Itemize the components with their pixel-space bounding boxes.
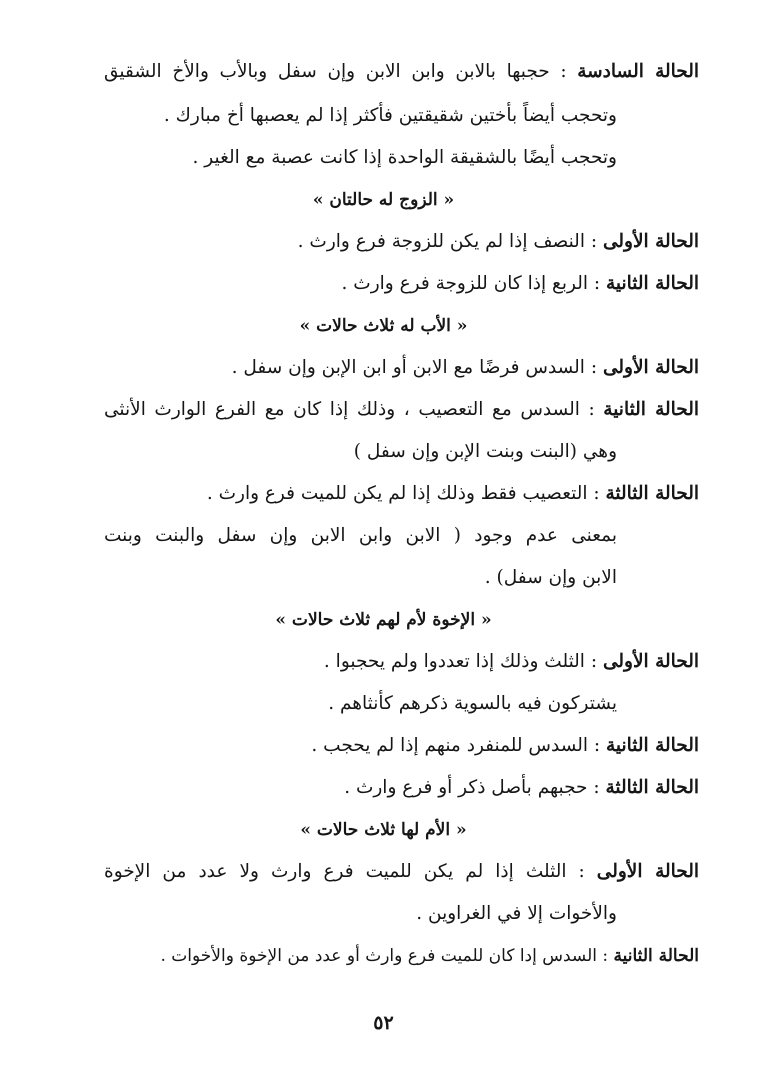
text-line: والأخوات إلا في الغراوين . (416, 903, 617, 924)
case-text: : التعصيب فقط وذلك إذا لم يكن للميت فرع وارث . (206, 483, 606, 504)
page-number: ٥٢ (373, 1012, 394, 1034)
text-line: الابن وإن سفل) . (484, 567, 617, 588)
case-text: : الربع إذا كان للزوجة فرع وارث . (341, 273, 606, 294)
text-line (342, 270, 699, 298)
case-label: الحالة الثالثة (605, 777, 699, 798)
section-heading: « الأم لها ثلاث حالات » (300, 820, 467, 840)
text-line (232, 354, 699, 382)
case-label: الحالة الأولى (602, 651, 699, 672)
case-label: الحالة الأولى (602, 231, 699, 252)
case-text: : النصف إذا لم يكن للزوجة فرع وارث . (297, 231, 603, 252)
text-line (104, 58, 699, 86)
text-line: وهي (البنت وبنت الإبن وإن سفل ) (353, 441, 617, 462)
case-label: الحالة الثانية (606, 273, 699, 294)
case-text: : الثلث إذا لم يكن للميت فرع وارث ولا عدد من الإخوة (104, 861, 597, 882)
text-line: يشتركون فيه بالسوية ذكرهم كأنثاهم . (328, 693, 617, 714)
text-line (311, 732, 699, 760)
case-text: : حجبهم بأصل ذكر أو فرع وارث . (344, 777, 606, 798)
case-label: الحالة الثانية (606, 735, 699, 756)
text-line: وتحجب أيضًا بالشقيقة الواحدة إذا كانت عصبة مع الغير . (192, 147, 617, 168)
text-line (298, 228, 699, 256)
text-line (104, 858, 699, 886)
section-heading: « الزوج له حالتان » (312, 190, 455, 210)
text-line: وتحجب أيضاً بأختين شقيقتين فأكثر إذا لم يعصبها أخ مبارك . (163, 105, 617, 126)
case-text: : السدس إدا كان للميت فرع وارث أو عدد من الإخوة والأخوات . (160, 946, 614, 966)
case-label: الحالة الأولى (602, 357, 699, 378)
case-label: الحالة السادسة (577, 61, 699, 82)
case-text: : السدس مع التعصيب ، وذلك إذا كان مع الفرع الوارث الأنثى (104, 399, 604, 420)
case-text: : السدس للمنفرد منهم إذا لم يحجب . (311, 735, 606, 756)
case-text: : حجبها بالابن وابن الابن وإن سفل وبالأب والأخ الشقيق (104, 61, 578, 82)
case-text: : السدس فرضًا مع الابن أو ابن الإبن وإن سفل . (231, 357, 603, 378)
text-line (160, 942, 699, 970)
text-line (104, 396, 699, 424)
section-heading: « الإخوة لأم لهم ثلاث حالات » (275, 610, 492, 630)
case-label: الحالة الثانية (603, 399, 699, 420)
case-text: : الثلث وذلك إذا تعددوا ولم يحجبوا . (323, 651, 603, 672)
text-line (344, 774, 699, 802)
section-heading: « الأب له ثلاث حالات » (299, 316, 468, 336)
text-line (207, 480, 699, 508)
case-label: الحالة الأولى (596, 861, 699, 882)
text-line: بمعنى عدم وجود ( الابن وابن الابن وإن سفل والبنت وبنت (104, 525, 617, 546)
case-label: الحالة الثانية (613, 946, 699, 966)
text-line (324, 648, 699, 676)
case-label: الحالة الثالثة (605, 483, 699, 504)
